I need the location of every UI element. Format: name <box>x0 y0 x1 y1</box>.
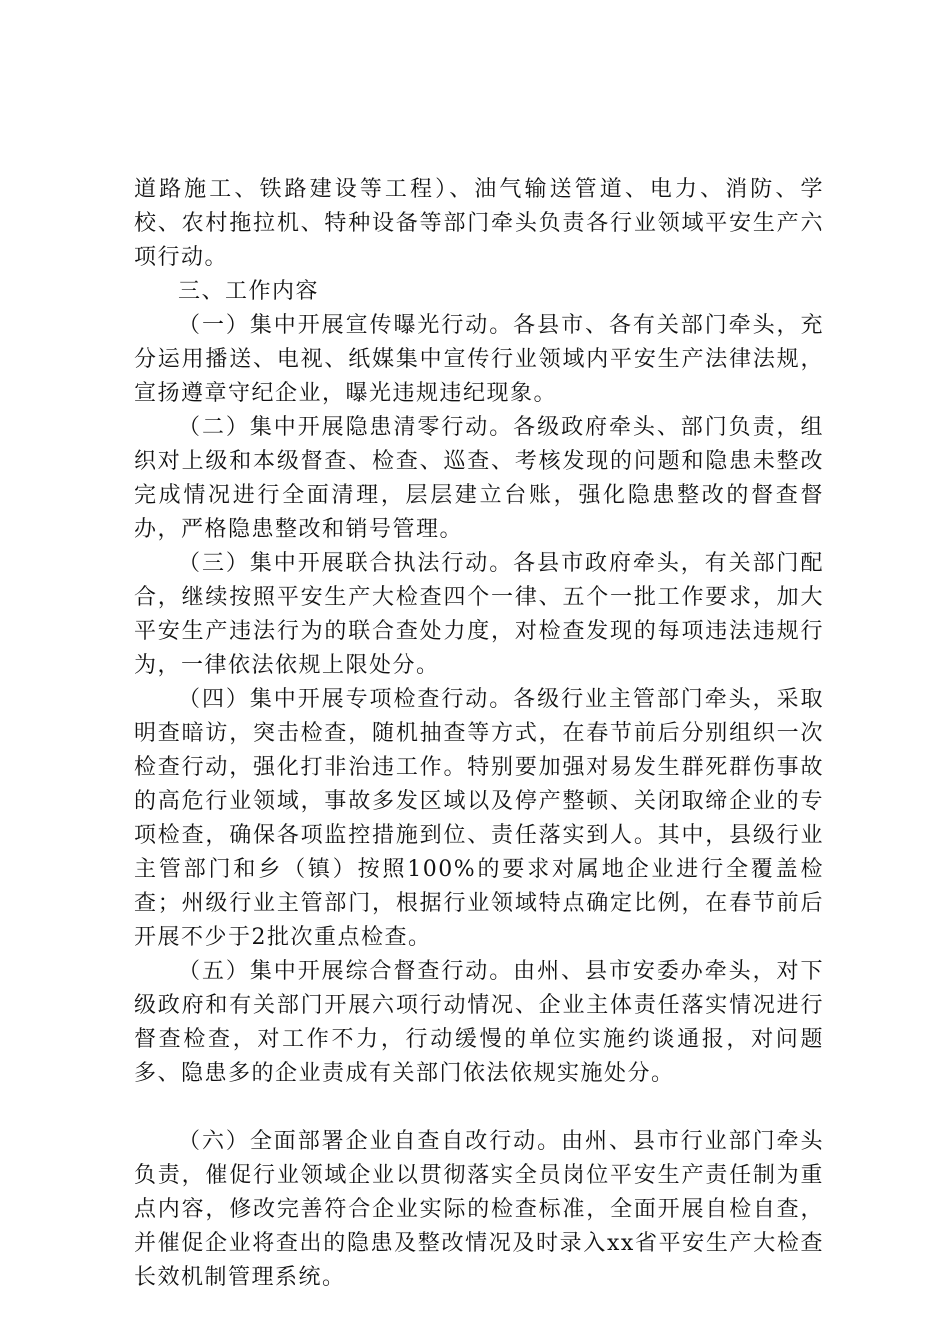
paragraph-item-3: （三）集中开展联合执法行动。各县市政府牵头，有关部门配合，继续按照平安生产大检查四个一律、五个一批工作要求，加大平安生产违法行为的联合查处力度，对检查发现的每项违法违规行为，一律依法依规上限处分。 <box>134 551 824 678</box>
paragraph-item-4: （四）集中开展专项检查行动。各级行业主管部门牵头，采取明查暗访，突击检查，随机抽查等方式，在春节前后分别组织一次检查行动，强化打非治违工作。特别要加强对易发生群死群伤事故的高危行业领域，事故多发区域以及停产整顿、关闭取缔企业的专项检查，确保各项监控措施到位、责任落实到人。其中，县级行业主管部门和乡（镇）按照100%的要求对属地企业进行全覆盖检查；州级行业主管部门，根据行业领域特点确定比例，在春节前后开展不少于2批次重点检查。 <box>134 687 824 950</box>
paragraph-item-2: （二）集中开展隐患清零行动。各级政府牵头、部门负责，组织对上级和本级督查、检查、巡查、考核发现的问题和隐患未整改完成情况进行全面清理，层层建立台账，强化隐患整改的督查督办，严格隐患整改和销号管理。 <box>134 415 824 542</box>
paragraph-continuation: 道路施工、铁路建设等工程）、油气输送管道、电力、消防、学校、农村拖拉机、特种设备等部门牵头负责各行业领域平安生产六项行动。 <box>134 177 824 270</box>
section-heading: 三、工作内容 <box>178 279 320 304</box>
paragraph-item-1: （一）集中开展宣传曝光行动。各县市、各有关部门牵头，充分运用播送、电视、纸媒集中宣传行业领域内平安生产法律法规，宣扬遵章守纪企业，曝光违规违纪现象。 <box>134 313 824 406</box>
document-body <box>134 173 824 1295</box>
paragraph-item-6: （六）全面部署企业自查自改行动。由州、县市行业部门牵头负责，催促行业领域企业以贯彻落实全员岗位平安生产责任制为重点内容，修改完善符合企业实际的检查标准，全面开展自检自查，并催促企业将查出的隐患及整改情况及时录入xx省平安生产大检查长效机制管理系统。 <box>134 1129 824 1290</box>
paragraph-item-5: （五）集中开展综合督查行动。由州、县市安委办牵头，对下级政府和有关部门开展六项行动情况、企业主体责任落实情况进行督查检查，对工作不力，行动缓慢的单位实施约谈通报，对问题多、隐患多的企业责成有关部门依法依规实施处分。 <box>134 959 824 1086</box>
